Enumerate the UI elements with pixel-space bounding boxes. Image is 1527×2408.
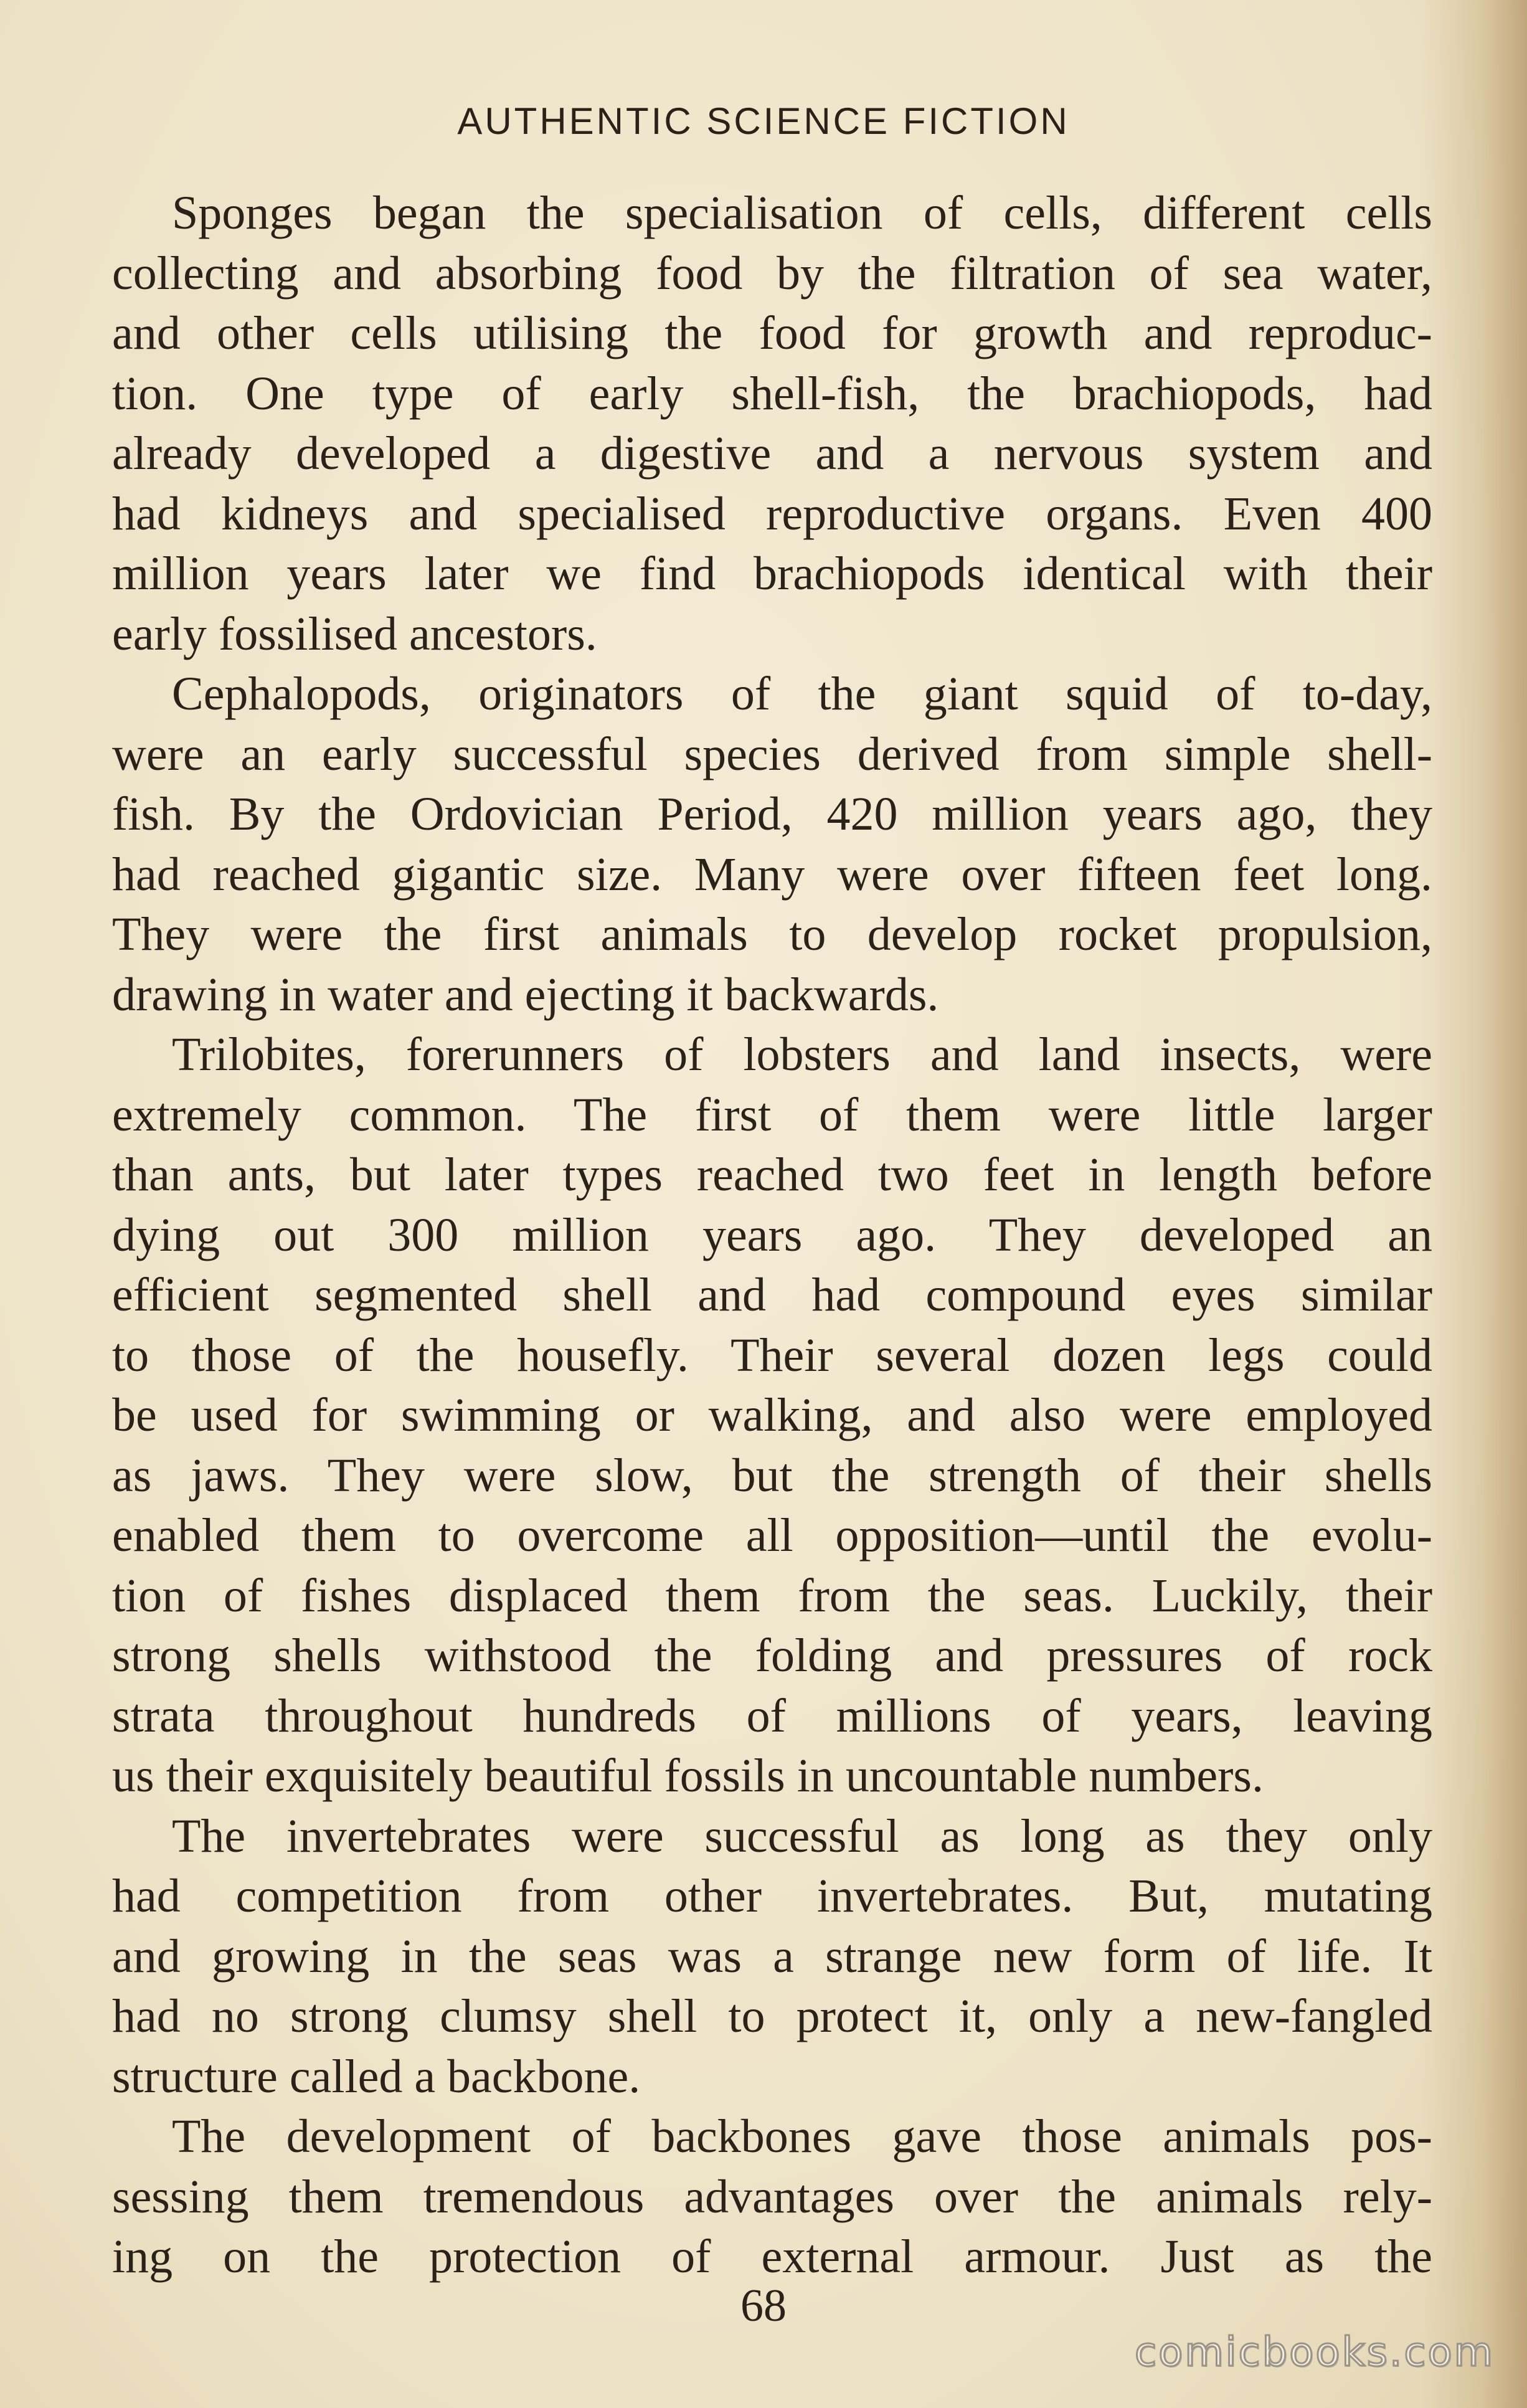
text-line: already developed a digestive and a nervous system and — [112, 427, 1432, 480]
paragraph-invertebrates — [112, 1806, 1432, 2107]
text-line: The development of backbones gave those animals pos- — [172, 2110, 1432, 2163]
text-line: fish. By the Ordovician Period, 420 million years ago, they — [112, 788, 1432, 840]
paragraph-cephalopods — [112, 664, 1432, 1025]
text-line: collecting and absorbing food by the filtration of sea water, — [112, 247, 1432, 300]
text-line: Cephalopods, originators of the giant squid of to-day, — [172, 668, 1432, 720]
page-number: 68 — [740, 2280, 787, 2331]
text-line: tion. One type of early shell-fish, the brachiopods, had — [112, 367, 1432, 420]
text-line: had reached gigantic size. Many were over fifteen feet long. — [112, 848, 1432, 901]
body-text — [112, 183, 1432, 2287]
text-line: early fossilised ancestors. — [112, 607, 597, 660]
text-line: sessing them tremendous advantages over the animals rely- — [112, 2170, 1432, 2223]
text-line: The invertebrates were successful as long as they only — [172, 1809, 1432, 1862]
text-line: efficient segmented shell and had compound eyes similar — [112, 1269, 1432, 1321]
paragraph-sponges — [112, 183, 1432, 664]
text-line: They were the first animals to develop rocket propulsion, — [112, 908, 1432, 960]
text-line: had no strong clumsy shell to protect it, only a new-fangled — [112, 1990, 1432, 2042]
text-line: had competition from other invertebrates. But, mutating — [112, 1870, 1432, 1922]
text-line: extremely common. The first of them were little larger — [112, 1088, 1432, 1141]
text-line: as jaws. They were slow, but the strength of their shells — [112, 1449, 1432, 1502]
text-line: enabled them to overcome all opposition—until the evolu- — [112, 1509, 1432, 1562]
text-line: to those of the housefly. Their several dozen legs could — [112, 1329, 1432, 1382]
text-line: Sponges began the specialisation of cells, different cells — [172, 187, 1432, 239]
paragraph-trilobites — [112, 1025, 1432, 1806]
text-line: structure called a backbone. — [112, 2050, 641, 2103]
text-line: strata throughout hundreds of millions of years, leaving — [112, 1689, 1432, 1742]
text-line: tion of fishes displaced them from the seas. Luckily, their — [112, 1569, 1432, 1622]
text-line: and other cells utilising the food for growth and reproduc- — [112, 307, 1432, 359]
text-line: had kidneys and specialised reproductive organs. Even 400 — [112, 487, 1432, 540]
running-title: AUTHENTIC SCIENCE FICTION — [457, 100, 1070, 142]
text-line: million years later we find brachiopods identical with their — [112, 547, 1432, 600]
watermark-logo: comicbooks.com — [1134, 2330, 1495, 2376]
text-line: than ants, but later types reached two feet in length before — [112, 1149, 1432, 1201]
text-line: ing on the protection of external armour. Just as the — [112, 2230, 1432, 2283]
text-line: be used for swimming or walking, and also were employed — [112, 1389, 1432, 1441]
text-line: were an early successful species derived from simple shell- — [112, 728, 1432, 780]
text-line: us their exquisitely beautiful fossils in uncountable numbers. — [112, 1750, 1264, 1802]
text-line: Trilobites, forerunners of lobsters and land insects, were — [172, 1028, 1432, 1081]
paragraph-backbones — [112, 2107, 1432, 2287]
text-line: and growing in the seas was a strange new form of life. It — [112, 1930, 1432, 1983]
text-line: drawing in water and ejecting it backwards. — [112, 968, 939, 1021]
text-line: dying out 300 million years ago. They developed an — [112, 1208, 1432, 1261]
text-line: strong shells withstood the folding and pressures of rock — [112, 1629, 1432, 1682]
